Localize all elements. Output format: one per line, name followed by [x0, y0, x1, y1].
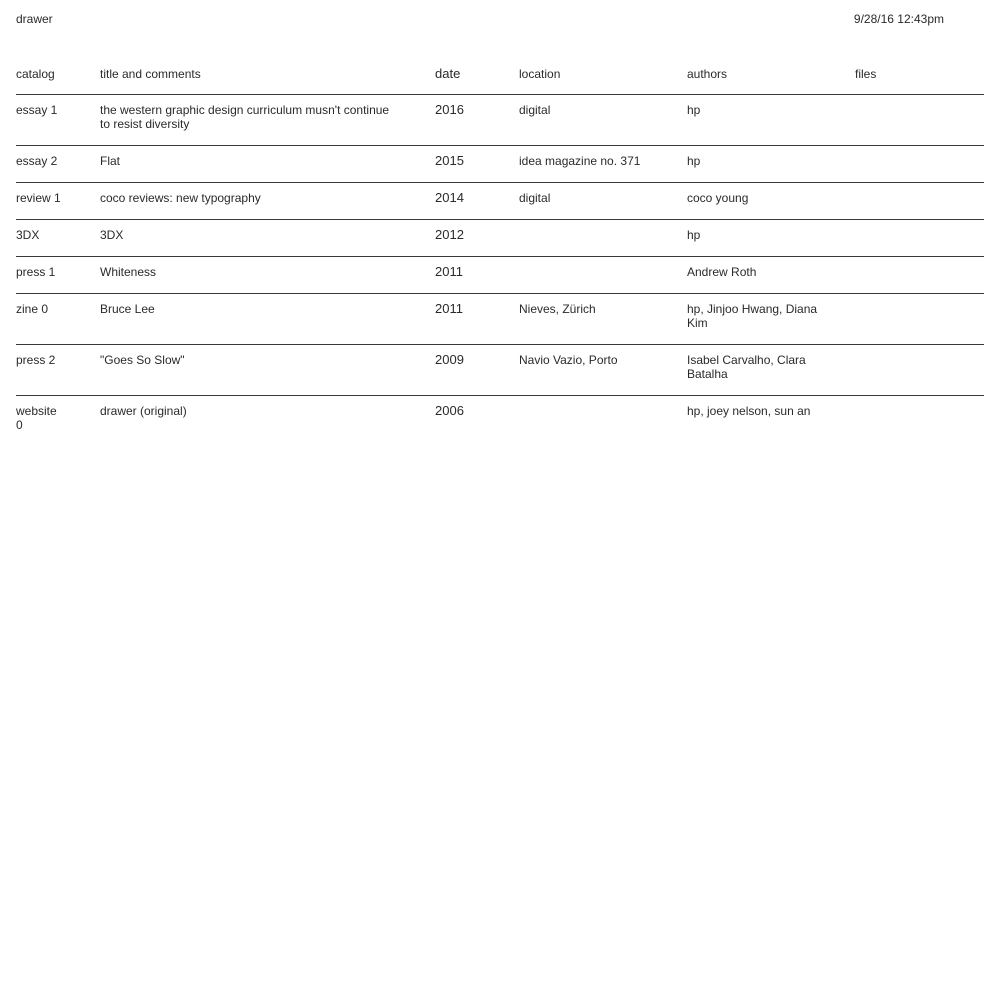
date-cell: 2011: [435, 301, 463, 316]
title-cell[interactable]: "Goes So Slow": [100, 353, 185, 367]
catalog-cell: review 1: [16, 191, 61, 205]
column-header-authors[interactable]: authors: [687, 67, 728, 81]
column-header-files[interactable]: files: [855, 67, 877, 81]
location-cell: idea magazine no. 371: [519, 154, 641, 168]
table-row[interactable]: [16, 220, 984, 257]
location-cell: digital: [519, 103, 551, 117]
date-cell: 2009: [435, 352, 464, 367]
date-cell: 2015: [435, 153, 464, 168]
authors-cell: Andrew Roth: [687, 265, 757, 279]
column-header-title[interactable]: title and comments: [100, 67, 201, 81]
table-row[interactable]: [16, 257, 984, 294]
catalog-cell: press 2: [16, 353, 56, 367]
catalog-cell: website 0: [16, 404, 57, 432]
date-cell: 2014: [435, 190, 464, 205]
table-row[interactable]: [16, 396, 984, 446]
title-cell[interactable]: Bruce Lee: [100, 302, 155, 316]
title-cell[interactable]: the western graphic design curriculum musn't continue to resist diversity: [100, 103, 390, 131]
catalog-cell: essay 1: [16, 103, 58, 117]
table-header-row: [16, 66, 984, 95]
authors-cell: hp, Jinjoo Hwang, Diana Kim: [687, 302, 818, 330]
location-cell: digital: [519, 191, 551, 205]
catalog-cell: press 1: [16, 265, 56, 279]
catalog-table: [16, 66, 984, 446]
date-cell: 2012: [435, 227, 464, 242]
authors-cell: hp: [687, 103, 701, 117]
date-cell: 2006: [435, 403, 464, 418]
authors-cell: hp: [687, 154, 701, 168]
catalog-cell: essay 2: [16, 154, 58, 168]
title-cell[interactable]: coco reviews: new typography: [100, 191, 261, 205]
column-header-date[interactable]: date: [435, 66, 461, 81]
title-cell[interactable]: Whiteness: [100, 265, 157, 279]
authors-cell: Isabel Carvalho, Clara Batalha: [687, 353, 806, 381]
title-cell[interactable]: Flat: [100, 154, 121, 168]
authors-cell: coco young: [687, 191, 749, 205]
catalog-cell: zine 0: [16, 302, 49, 316]
authors-cell: hp: [687, 228, 701, 242]
catalog-cell: 3DX: [16, 228, 40, 242]
table-row[interactable]: [16, 95, 984, 146]
column-header-catalog[interactable]: catalog: [16, 67, 55, 81]
column-header-location[interactable]: location: [519, 67, 561, 81]
date-cell: 2011: [435, 264, 463, 279]
authors-cell: hp, joey nelson, sun an: [687, 404, 811, 418]
table-row[interactable]: [16, 294, 984, 345]
title-cell[interactable]: 3DX: [100, 228, 124, 242]
table-row[interactable]: [16, 345, 984, 396]
title-cell[interactable]: drawer (original): [100, 404, 187, 418]
location-cell: Nieves, Zürich: [519, 302, 596, 316]
table-row[interactable]: [16, 146, 984, 183]
date-cell: 2016: [435, 102, 464, 117]
site-name[interactable]: drawer: [16, 12, 53, 26]
top-bar: [16, 12, 960, 30]
timestamp: 9/28/16 12:43pm: [853, 12, 944, 26]
table-row[interactable]: [16, 183, 984, 220]
location-cell: Navio Vazio, Porto: [519, 353, 618, 367]
